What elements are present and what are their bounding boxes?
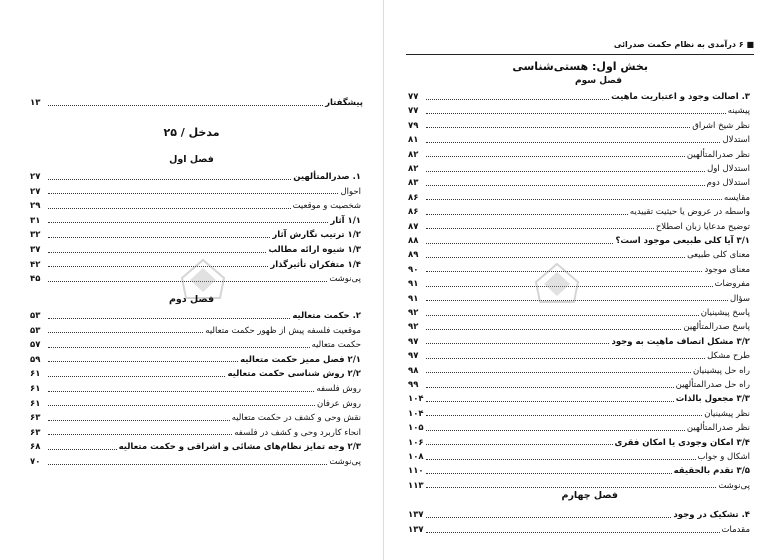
entry-page: ۹۹ <box>408 380 419 390</box>
toc-entry <box>408 248 750 262</box>
entry-page: ۷۰ <box>30 457 41 467</box>
entry-page: ۹۲ <box>408 308 419 318</box>
entry-page: ۶۳ <box>30 427 41 438</box>
entry-page: ۲۷ <box>30 172 41 182</box>
toc-entry <box>408 306 750 320</box>
toc-entry <box>30 367 361 381</box>
entry-label: پی‌نوشت <box>718 480 750 491</box>
entry-label: ۳/۲ مشکل اتصاف ماهیت به وجود <box>611 336 750 347</box>
toc-entry <box>408 133 750 147</box>
entry-page: ۹۸ <box>408 365 419 376</box>
entry-page: ۲۹ <box>30 201 41 212</box>
toc-preface <box>30 96 363 110</box>
toc-entry <box>408 378 750 392</box>
entry-label: استدلال دوم <box>706 178 750 189</box>
toc-entry <box>30 228 361 242</box>
dot-leader <box>426 113 726 114</box>
dot-leader <box>426 243 613 244</box>
entry-page: ۸۸ <box>408 236 419 246</box>
entry-page: ۸۶ <box>408 192 419 203</box>
part-title: بخش اول: هستی‌شناسی <box>512 60 648 73</box>
dot-leader <box>48 420 230 421</box>
entry-page: ۷۷ <box>408 106 419 117</box>
entry-page: ۴۵ <box>30 274 41 285</box>
dot-leader <box>48 464 327 465</box>
entry-label: حکمت متعالیه <box>311 340 361 351</box>
toc-entry <box>408 335 750 349</box>
entry-label: پاسخ صدرالمتألهین <box>683 322 750 333</box>
entry-label: واسطه در عروض یا حیثیت تقییدیه <box>629 207 750 218</box>
chapter4-title: فصل چهارم <box>561 490 618 501</box>
entry-page: ۳۷ <box>30 245 41 255</box>
toc-entry <box>408 119 750 133</box>
entry-label: ۳/۳ مجعول بالذات <box>675 394 750 405</box>
dot-leader <box>426 444 613 445</box>
entry-label: نظر شیخ اشراق <box>692 120 750 131</box>
entry-label: پی‌نوشت <box>329 274 361 285</box>
dot-leader <box>426 199 722 200</box>
entry-page: ۸۹ <box>408 250 419 261</box>
toc-entry <box>408 421 750 435</box>
entry-label: توضیح مدعایا زبان اصطلاح <box>655 221 750 232</box>
entry-label: انحاء کاربرد وحی و کشف در فلسفه <box>234 427 361 438</box>
toc-entry <box>408 349 750 363</box>
toc-entry <box>30 170 361 184</box>
watermark-logo <box>534 262 580 308</box>
entry-page: ۹۷ <box>408 336 419 347</box>
dot-leader <box>48 105 323 106</box>
toc-entry <box>408 392 750 406</box>
entry-label: ۲. حکمت متعالیه <box>292 311 361 321</box>
dot-leader <box>426 185 705 186</box>
toc-entry <box>408 407 750 421</box>
entry-label: راه حل پیشینیان <box>692 365 750 376</box>
entry-page: ۱۰۴ <box>408 408 424 419</box>
entry-page: ۸۶ <box>408 207 419 218</box>
toc-entry <box>408 191 750 205</box>
entry-page: ۱۱۰ <box>408 466 424 477</box>
entry-label: راه حل صدرالمتألهین <box>675 380 750 390</box>
running-head: ■ ۶ درآمدی به نظام حکمت صدرائی <box>613 40 754 49</box>
entry-label: مقدمات <box>721 525 750 535</box>
entry-page: ۸۷ <box>408 221 419 232</box>
toc-entry <box>30 382 361 396</box>
entry-page: ۹۱ <box>408 279 419 290</box>
entry-label: مفروضات <box>714 279 750 290</box>
dot-leader <box>48 347 310 348</box>
dot-leader <box>48 391 314 392</box>
entry-page: ۵۳ <box>30 311 41 321</box>
toc-entry <box>30 455 361 469</box>
dot-leader <box>426 487 716 488</box>
toc-entry <box>30 243 361 257</box>
toc-entry <box>408 508 750 522</box>
entry-page: ۵۹ <box>30 354 41 365</box>
entry-label: ۴. تشکیک در وجود <box>673 510 750 520</box>
dot-leader <box>48 449 117 450</box>
entry-label: نظر پیشینیان <box>704 408 750 419</box>
entry-page: ۹۰ <box>408 264 419 275</box>
entry-label: روش عرفان <box>317 398 361 409</box>
toc-entry <box>30 440 361 454</box>
dot-leader <box>48 376 225 377</box>
toc-entry <box>408 320 750 334</box>
toc-entry <box>408 364 750 378</box>
entry-label: معنای موجود <box>704 264 750 275</box>
entry-page: ۳۱ <box>30 215 41 226</box>
toc-entry <box>408 220 750 234</box>
entry-page: ۸۲ <box>408 149 419 160</box>
entry-page: ۸۲ <box>408 164 419 174</box>
toc-entry <box>408 162 750 176</box>
toc-entry <box>30 185 361 199</box>
entry-label: ۱/۱ آثار <box>330 215 361 226</box>
dot-leader <box>426 415 702 416</box>
entry-page: ۱۰۶ <box>408 437 424 448</box>
toc-entry <box>30 397 361 411</box>
entry-page: ۱۰۸ <box>408 452 424 462</box>
dot-leader <box>426 142 720 143</box>
dot-leader <box>426 343 609 344</box>
entry-page: ۱۳۷ <box>408 525 424 535</box>
toc-entry <box>30 214 361 228</box>
entry-page: ۱۰۵ <box>408 423 424 434</box>
entry-page: ۷۹ <box>408 120 419 131</box>
entry-page: ۸۱ <box>408 135 419 146</box>
dot-leader <box>48 193 338 194</box>
toc-entry <box>408 176 750 190</box>
chapter2-title: فصل دوم <box>168 294 215 305</box>
entry-page: ۷۷ <box>408 92 419 102</box>
dot-leader <box>48 405 315 406</box>
dot-leader <box>426 214 628 215</box>
dot-leader <box>426 228 654 229</box>
toc-entry <box>30 324 361 338</box>
entry-label: ۱/۲ ترتیب نگارش آثار <box>272 230 361 241</box>
dot-leader <box>48 361 238 362</box>
dot-leader <box>48 252 266 253</box>
chapter1-title: فصل اول <box>169 154 214 165</box>
toc-entry <box>408 464 750 478</box>
dot-leader <box>48 179 291 180</box>
entry-label: روش فلسفه <box>316 384 361 394</box>
header-rule <box>406 54 754 55</box>
entry-label: ۲/۳ وجه تمایز نظام‌های مشائی و اشراقی و حکمت متعالیه <box>118 442 361 453</box>
entry-label: طرح مشکل <box>707 351 750 362</box>
dot-leader <box>426 127 690 128</box>
entry-label: ۱/۴ متفکران تأثیرگذار <box>270 259 361 270</box>
toc-entry <box>408 148 750 162</box>
dot-leader <box>426 358 705 359</box>
dot-leader <box>426 387 674 388</box>
entry-label: پیشینه <box>727 106 750 117</box>
entry-page: ۱۳ <box>30 98 41 108</box>
entry-label: موقعیت فلسفه پیش از ظهور حکمت متعالیه <box>205 325 361 336</box>
entry-label: شخصیت و موقعیت <box>292 201 361 212</box>
dot-leader <box>426 401 674 402</box>
entry-label: احوال <box>340 186 361 197</box>
dot-leader <box>48 208 291 209</box>
toc-entry <box>30 199 361 213</box>
toc-entry <box>408 234 750 248</box>
toc-entry <box>30 338 361 352</box>
entry-label: استدلال <box>722 135 750 146</box>
entry-page: ۸۳ <box>408 178 419 189</box>
entry-label: پیشگفتار <box>325 98 363 108</box>
toc-entry <box>30 353 361 367</box>
chapter3-title: فصل سوم <box>574 76 622 86</box>
entry-page: ۱۱۳ <box>408 480 424 491</box>
dot-leader <box>48 332 203 333</box>
toc-entry <box>30 426 361 440</box>
entry-label: ۳/۱ آیا کلی طبیعی موجود است؟ <box>615 236 750 246</box>
entry-label: ۱/۳ شیوه ارائه مطالب <box>268 245 361 255</box>
entry-page: ۶۱ <box>30 398 41 409</box>
dot-leader <box>426 430 685 431</box>
entry-label: پی‌نوشت <box>329 457 361 467</box>
dot-leader <box>426 329 681 330</box>
entry-page: ۶۳ <box>30 413 41 424</box>
entry-page: ۹۱ <box>408 293 419 304</box>
toc-entry <box>408 104 750 118</box>
entry-label: استدلال اول <box>707 164 750 174</box>
entry-label: اشکال و جواب <box>697 452 750 462</box>
dot-leader <box>48 434 232 435</box>
dot-leader <box>426 459 696 460</box>
entry-page: ۱۰۴ <box>408 394 424 405</box>
entry-label: ۲/۲ روش شناسی حکمت متعالیه <box>227 369 361 380</box>
dot-leader <box>48 237 270 238</box>
entry-label: سؤال <box>729 293 750 304</box>
toc-entry <box>408 90 750 104</box>
toc-entry <box>30 309 361 323</box>
entry-label: ۲/۱ فصل ممیز حکمت متعالیه <box>240 354 361 365</box>
dot-leader <box>48 318 290 319</box>
entry-label: نظر صدرالمتألهین <box>686 149 750 160</box>
entry-label: معنای کلی طبیعی <box>687 250 750 261</box>
intro-title: مدخل / ۲۵ <box>163 126 220 139</box>
dot-leader <box>48 222 328 223</box>
dot-leader <box>426 257 685 258</box>
dot-leader <box>48 266 268 267</box>
toc-entry <box>30 411 361 425</box>
dot-leader <box>426 99 609 100</box>
entry-page: ۶۱ <box>30 369 41 380</box>
dot-leader <box>426 156 685 157</box>
entry-page: ۵۷ <box>30 340 41 351</box>
entry-label: ۳. اصالت وجود و اعتباریت ماهیت <box>611 92 750 102</box>
dot-leader <box>426 532 720 533</box>
entry-page: ۵۳ <box>30 325 41 336</box>
right-page <box>384 0 768 560</box>
entry-label: نقش وحی و کشف در حکمت متعالیه <box>231 413 361 424</box>
entry-label: پاسخ پیشینیان <box>700 308 750 318</box>
entry-label: ۳/۴ امکان وجودی یا امکان فقری <box>614 437 750 448</box>
entry-page: ۴۲ <box>30 259 41 270</box>
entry-page: ۶۱ <box>30 384 41 394</box>
toc-entry <box>408 523 750 537</box>
dot-leader <box>426 315 699 316</box>
dot-leader <box>426 517 671 518</box>
entry-label: ۳/۵ تقدم بالحقیقه <box>673 466 750 477</box>
entry-page: ۲۷ <box>30 186 41 197</box>
toc-entry <box>408 205 750 219</box>
toc-entry <box>408 436 750 450</box>
entry-label: مقایسه <box>724 192 750 203</box>
toc-entry <box>408 450 750 464</box>
entry-page: ۱۳۷ <box>408 510 424 520</box>
entry-page: ۶۸ <box>30 442 41 453</box>
entry-label: ۱. صدرالمتألهین <box>293 172 361 182</box>
entry-page: ۹۲ <box>408 322 419 333</box>
dot-leader <box>426 473 672 474</box>
dot-leader <box>426 372 691 373</box>
entry-page: ۳۲ <box>30 230 41 241</box>
dot-leader <box>426 171 705 172</box>
entry-page: ۹۷ <box>408 351 419 362</box>
entry-label: نظر صدرالمتألهین <box>686 423 750 434</box>
